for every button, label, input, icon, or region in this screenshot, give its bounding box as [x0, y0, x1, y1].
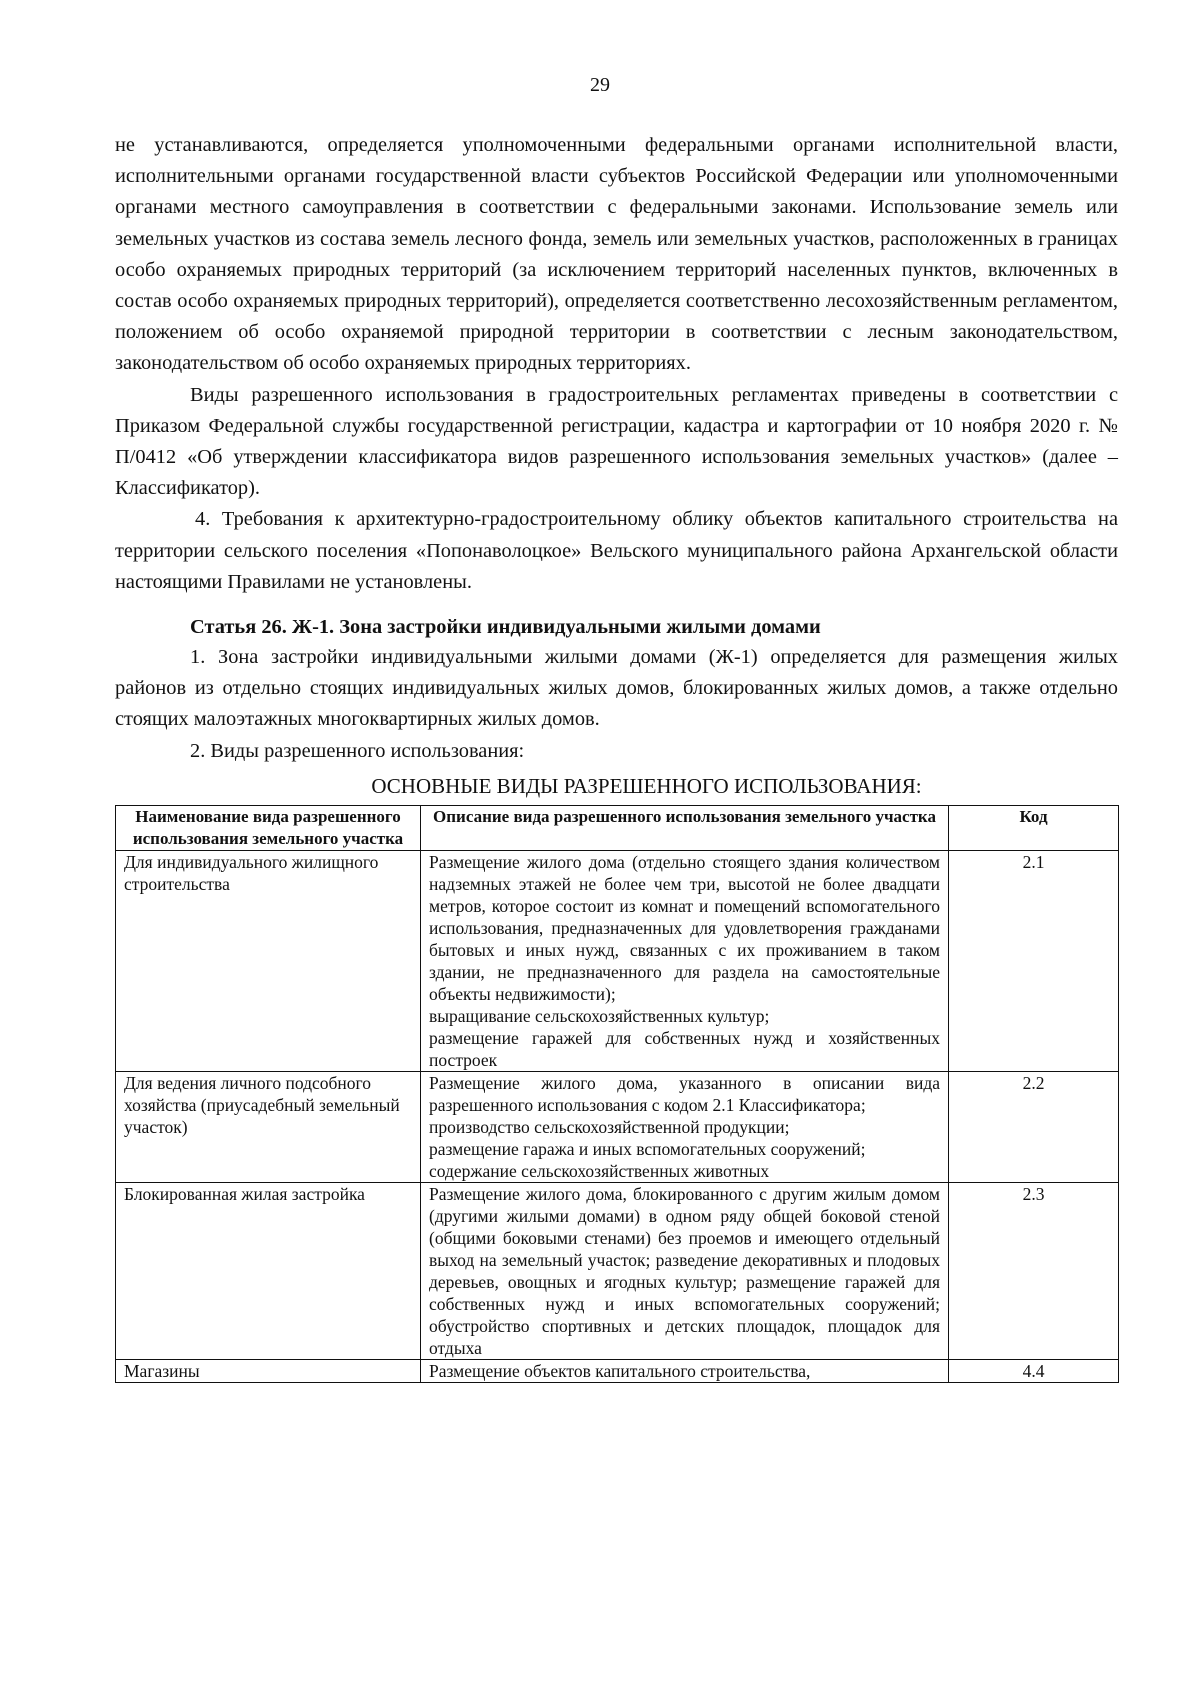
- header-name: Наименование вида разрешенного использования земельного участка: [116, 805, 421, 850]
- description-line: Размещение жилого дома, блокированного с другим жилым домом (другими жилыми домами) в одном ряду общей боковой стеной (общими боковыми стенами) без проемов и имеющего отдельный выход на земельный участок; разведение декоративных и плодовых деревьев, овощных и ягодных культур; размещение гаражей для собственных нужд и иных вспомогательных сооружений; обустройство спортивных и детских площадок, площадок для отдыха: [429, 1183, 940, 1358]
- row-name: Для индивидуального жилищного строительства: [116, 850, 421, 1071]
- table-row: [116, 1182, 1119, 1359]
- table-header-row: [116, 805, 1119, 850]
- row-description: [421, 1359, 949, 1382]
- table-row: [116, 1071, 1119, 1182]
- row-description: [421, 1182, 949, 1359]
- header-code: Код: [949, 805, 1119, 850]
- description-line: размещение гаражей для собственных нужд и хозяйственных построек: [429, 1027, 940, 1070]
- table-row: [116, 850, 1119, 1071]
- paragraph-land-use-authorities: не устанавливаются, определяется уполномоченными федеральными органами исполнительной власти, исполнительными органами государственной власти субъектов Российской Федерации или уполномоченными органами местного самоуправления в соответствии с федеральными законами. Использование земель или земельных участков из состава земель лесного фонда, земель или земельных участков, расположенных в границах особо охраняемых природных территорий (за исключением территорий населенных пунктов, включенных в состав особо охраняемых природных территорий), определяется соответственно лесохозяйственным регламентом, положением об особо охраняемой природной территории в соответствии с лесным законодательством, законодательством об особо охраняемых природных территориях.: [115, 134, 1118, 375]
- row-description: [421, 1071, 949, 1182]
- table-caption: ОСНОВНЫЕ ВИДЫ РАЗРЕШЕННОГО ИСПОЛЬЗОВАНИЯ:: [371, 773, 922, 798]
- paragraph-classifier-reference: Виды разрешенного использования в градостроительных регламентах приведены в соответствии с Приказом Федеральной службы государственной регистрации, кадастра и картографии от 10 ноября 2020 г. № П/0412 «Об утверждении классификатора видов разрешенного использования земельных участков» (далее – Классификатор).: [115, 383, 1118, 500]
- article-item-1: 1. Зона застройки индивидуальными жилыми домами (Ж-1) определяется для размещения жилых районов из отдельно стоящих индивидуальных жилых домов, блокированных жилых домов, а также отдельно стоящих малоэтажных многоквартирных жилых домов.: [115, 646, 1118, 731]
- row-name: Магазины: [116, 1359, 421, 1382]
- document-body: [115, 130, 1118, 1383]
- page-number: 29: [590, 74, 610, 96]
- description-line: производство сельскохозяйственной продукции;: [429, 1116, 790, 1137]
- row-name: Для ведения личного подсобного хозяйства (приусадебный земельный участок): [116, 1071, 421, 1182]
- row-description: [421, 850, 949, 1071]
- row-code: 2.1: [949, 850, 1119, 1071]
- land-use-table: [115, 805, 1119, 1383]
- row-code: 2.2: [949, 1071, 1119, 1182]
- article-item-2: 2. Виды разрешенного использования:: [190, 739, 525, 762]
- description-line: выращивание сельскохозяйственных культур;: [429, 1005, 770, 1026]
- table-row: [116, 1359, 1119, 1382]
- article-heading: Статья 26. Ж-1. Зона застройки индивидуальными жилыми домами: [190, 616, 821, 639]
- description-line: Размещение объектов капитального строительства,: [429, 1360, 811, 1381]
- description-line: содержание сельскохозяйственных животных: [429, 1160, 770, 1181]
- header-description: Описание вида разрешенного использования земельного участка: [421, 805, 949, 850]
- description-line: размещение гаража и иных вспомогательных сооружений;: [429, 1138, 866, 1159]
- row-name: Блокированная жилая застройка: [116, 1182, 421, 1359]
- description-line: Размещение жилого дома (отдельно стоящего здания количеством надземных этажей не более чем три, высотой не более двадцати метров, которое состоит из комнат и помещений вспомогательного использования, предназначенных для удовлетворения гражданами бытовых и иных нужд, связанных с их проживанием в таком здании, не предназначенного для раздела на самостоятельные объекты недвижимости);: [429, 851, 940, 1004]
- paragraph-architectural-requirements: 4. Требования к архитектурно-градостроительному облику объектов капитального строительства на территории сельского поселения «Попонаволоцкое» Вельского муниципального района Архангельской области настоящими Правилами не установлены.: [115, 508, 1118, 593]
- row-code: 2.3: [949, 1182, 1119, 1359]
- row-code: 4.4: [949, 1359, 1119, 1382]
- description-line: Размещение жилого дома, указанного в описании вида разрешенного использования с кодом 2.1 Классификатора;: [429, 1072, 940, 1115]
